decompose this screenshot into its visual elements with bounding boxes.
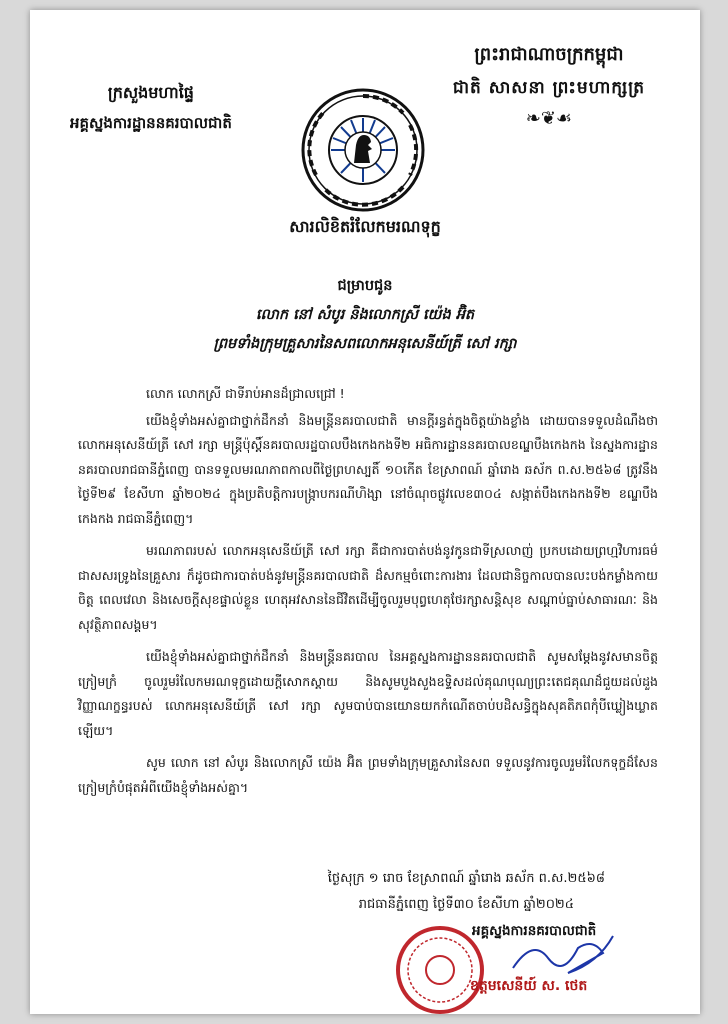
lunar-date: ថ្ងៃសុក្រ ១ រោច ខែស្រាពណ៍ ឆ្នាំរោង ឆស័ក ព.ស.២៥៦៨ bbox=[327, 871, 605, 886]
kingdom-name: ព្រះរាជាណាចក្រកម្ពុជា bbox=[474, 44, 624, 65]
recipient-family: ព្រមទាំងក្រុមគ្រួសារនៃសពលោកអនុសេនីយ៍ត្រី សៅ រក្សា bbox=[213, 336, 517, 352]
date-block bbox=[328, 866, 605, 918]
paragraph-3: យើងខ្ញុំទាំងអស់គ្នាជាថ្នាក់ដឹកនាំ និងមន្ត្រីនគរបាល នៃអគ្គស្នងការដ្ឋាននគរបាលជាតិ សូមសម្ដែងនូវសមានចិត្តក្រៀមក្រំ ចូលរួមរំលែកមរណទុក្ខដោយក្ដីសោកស្ដាយ និងសូមបួងសួងឧទ្ទិសដល់គុណបុណ្យព្រះតេជគុណដ៏ជួយដល់ដួងវិញ្ញាណក្ខន្ធរបស់ លោកអនុសេនីយ៍ត្រី សៅ រក្សា សូមបាប់បានយោនយកកំណើតចាប់បដិសន្ធិក្នុងសុគតិភពកុំបីឃ្លៀងឃ្លាតឡើយ។ bbox=[78, 649, 658, 738]
signatory-name: ឧត្តមសេនីយ៍ ស. ថេត bbox=[470, 978, 588, 994]
signatory-office: អគ្គស្នងការនគរបាលជាតិ bbox=[472, 923, 597, 939]
department-name: អគ្គស្នងការដ្ឋាននគរបាលជាតិ bbox=[70, 114, 232, 132]
police-emblem-icon bbox=[298, 85, 428, 215]
ornament-icon: ❧❦☙ bbox=[525, 108, 573, 129]
ministry-name: ក្រសួងមហាផ្ទៃ bbox=[107, 83, 194, 102]
signature-icon bbox=[508, 928, 618, 978]
kingdom-header bbox=[453, 42, 645, 129]
document-title: សារលិខិតរំលែកមរណទុក្ខ bbox=[289, 217, 441, 236]
paragraph-1: យើងខ្ញុំទាំងអស់គ្នាជាថ្នាក់ដឹកនាំ និងមន្ត្រីនគរបាលជាតិ មានក្ដីរន្ធត់ក្នុងចិត្តយ៉ាងខ្លាំង ដោយបានទទួលដំណឹងថា លោកអនុសេនីយ៍ត្រី សៅ រក្សា មន្ត្រីប៉ុស្តិ៍នគរបាលរដ្ឋបាលបឹងកេងកងទី២ អធិការដ្ឋាននគរបាលខណ្ឌបឹងកេងកង នៃស្នងការដ្ឋាននគរបាលរាជធានីភ្នំពេញ បានទទួលមរណភាពកាលពីថ្ងៃព្រហស្បតិ៍ ១០កើត ខែស្រាពណ៍ ឆ្នាំរោង ឆស័ក ព.ស.២៥៦៨ ត្រូវនឹងថ្ងៃទី២៩ ខែសីហា ឆ្នាំ២០២៤ ក្នុងប្រតិបត្តិការបង្ក្រាបករណីហិង្សា នៅចំណុចផ្លូវលេខ៣០៤ សង្កាត់បឹងកេងកងទី២ ខណ្ឌបឹងកេងកង រាជធានីភ្នំពេញ។ bbox=[78, 412, 658, 526]
recipient-block bbox=[30, 272, 700, 359]
national-motto: ជាតិ សាសនា ព្រះមហាក្សត្រ bbox=[452, 78, 645, 98]
solar-date: រាជធានីភ្នំពេញ ថ្ងៃទី៣០ ខែសីហា ឆ្នាំ២០២៤ bbox=[358, 897, 574, 912]
paragraph-2: មរណភាពរបស់ លោកអនុសេនីយ៍ត្រី សៅ រក្សា គឺជាការបាត់បង់នូវកូនជាទីស្រលាញ់ ប្រកបដោយព្រហ្មវិហារធម៌ ជាសសរទ្រូងនៃគ្រួសារ ក៏ដូចជាការបាត់បង់នូវមន្ត្រីនគរបាលជាតិ ដ៏សកម្មចំពោះការងារ ដែលជានិច្ចកាលបានលះបង់កម្លាំងកាយចិត្ត ពេលវេលា និងសេចក្ដីសុខផ្ទាល់ខ្លួន ហេតុអវសាននៃជីវិតដើម្បីចូលរួមបុព្វហេតុថែរក្សាសន្តិសុខ សណ្ដាប់ធ្នាប់សាធារណៈ និងសុវត្ថិភាពសង្គម។ bbox=[78, 543, 658, 632]
recipient-names: លោក នៅ សំបូរ និងលោកស្រី យ៉េង អ៊ិត bbox=[255, 307, 475, 323]
salutation: លោក លោកស្រី ជាទីរាប់អានដ៏ជ្រាលជ្រៅ ! bbox=[146, 386, 345, 401]
recipient-greeting: ជម្រាបជូន bbox=[337, 278, 393, 294]
ministry-header bbox=[70, 82, 232, 136]
letter-body bbox=[78, 382, 658, 808]
paragraph-4: សូម លោក នៅ សំបូរ និងលោកស្រី យ៉េង អ៊ិត ព្រមទាំងក្រុមគ្រួសារនៃសព ទទួលនូវការចូលរួមរំលែកទុក្ខដ៏សែនក្រៀមក្រំបំផុតអំពីយើងខ្ញុំទាំងអស់គ្នា។ bbox=[78, 755, 658, 795]
letter-page bbox=[30, 10, 700, 1014]
